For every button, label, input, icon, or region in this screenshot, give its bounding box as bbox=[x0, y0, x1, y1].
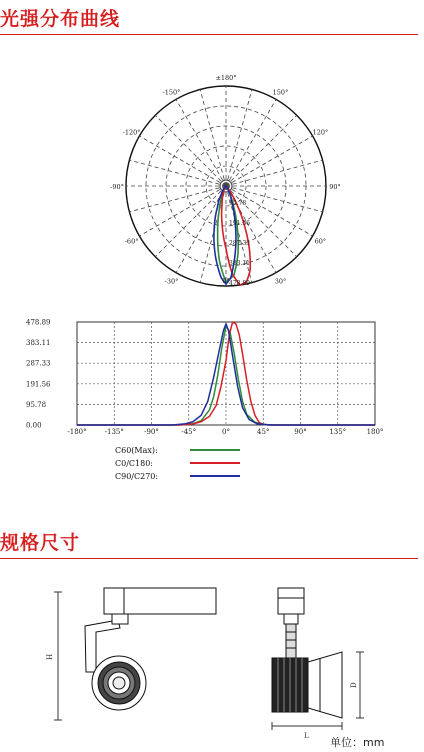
polar-angle-label: 0° bbox=[222, 277, 230, 285]
x-tick-label: 45° bbox=[257, 428, 270, 436]
y-tick-label: 478.89 bbox=[26, 318, 51, 327]
cartesian-intensity-chart bbox=[0, 316, 424, 436]
legend-label: C60(Max): bbox=[115, 446, 158, 455]
x-tick-label: 90° bbox=[294, 428, 307, 436]
polar-angle-label: -90° bbox=[110, 183, 124, 191]
x-tick-label: 180° bbox=[366, 428, 384, 436]
side-view bbox=[54, 588, 216, 720]
front-view bbox=[272, 588, 342, 718]
y-tick-label: 95.78 bbox=[26, 400, 47, 409]
dimensions-title: 规格尺寸 bbox=[0, 528, 418, 559]
x-tick-label: -45° bbox=[181, 428, 197, 436]
y-tick-label: 383.11 bbox=[26, 339, 51, 348]
polar-angle-label: 90° bbox=[329, 183, 341, 191]
polar-angle-label: -120° bbox=[122, 128, 141, 137]
y-tick-label: 0.00 bbox=[26, 421, 42, 430]
polar-angle-label: 150° bbox=[272, 88, 289, 97]
legend-label: C90/C270: bbox=[115, 472, 159, 481]
dim-d-label: D bbox=[350, 682, 358, 688]
dimension-drawing bbox=[0, 580, 424, 750]
y-tick-label: 287.33 bbox=[26, 359, 51, 368]
cartesian-series bbox=[77, 322, 375, 425]
dim-h-label: H bbox=[46, 653, 54, 660]
x-tick-label: 135° bbox=[329, 428, 347, 436]
polar-radial-label: 95.78 bbox=[229, 200, 247, 207]
x-tick-labels bbox=[67, 428, 383, 436]
polar-angle-label: ±180° bbox=[215, 74, 237, 82]
polar-radial-label: 478.89 bbox=[229, 280, 250, 287]
polar-radial-label: 383.11 bbox=[229, 260, 250, 267]
polar-angle-label: 120° bbox=[312, 128, 329, 137]
x-tick-label: -135° bbox=[104, 428, 124, 436]
x-tick-label: -90° bbox=[144, 428, 159, 436]
polar-intensity-chart bbox=[0, 74, 424, 287]
polar-angle-label: -60° bbox=[124, 237, 139, 246]
legend-label: C0/C180: bbox=[115, 459, 153, 468]
cartesian-grid bbox=[77, 322, 375, 425]
dim-l-label: L bbox=[304, 732, 309, 740]
series-line-c0c180 bbox=[77, 322, 375, 425]
x-tick-label: -180° bbox=[67, 428, 87, 436]
polar-radial-label: 191.56 bbox=[229, 220, 250, 227]
light-distribution-title: 光强分布曲线 bbox=[0, 4, 418, 35]
polar-angle-label: -30° bbox=[164, 277, 179, 286]
plot-frame bbox=[77, 322, 375, 425]
y-tick-labels bbox=[26, 319, 51, 430]
polar-radial-label: 287.33 bbox=[229, 240, 250, 247]
legend bbox=[0, 442, 424, 484]
polar-angle-label: -150° bbox=[162, 88, 181, 97]
unit-label: 单位：mm bbox=[330, 736, 385, 749]
polar-angle-label: 30° bbox=[274, 277, 287, 286]
polar-angle-label: 60° bbox=[314, 237, 327, 246]
x-tick-label: 0° bbox=[222, 428, 230, 436]
y-tick-label: 191.56 bbox=[26, 380, 51, 389]
